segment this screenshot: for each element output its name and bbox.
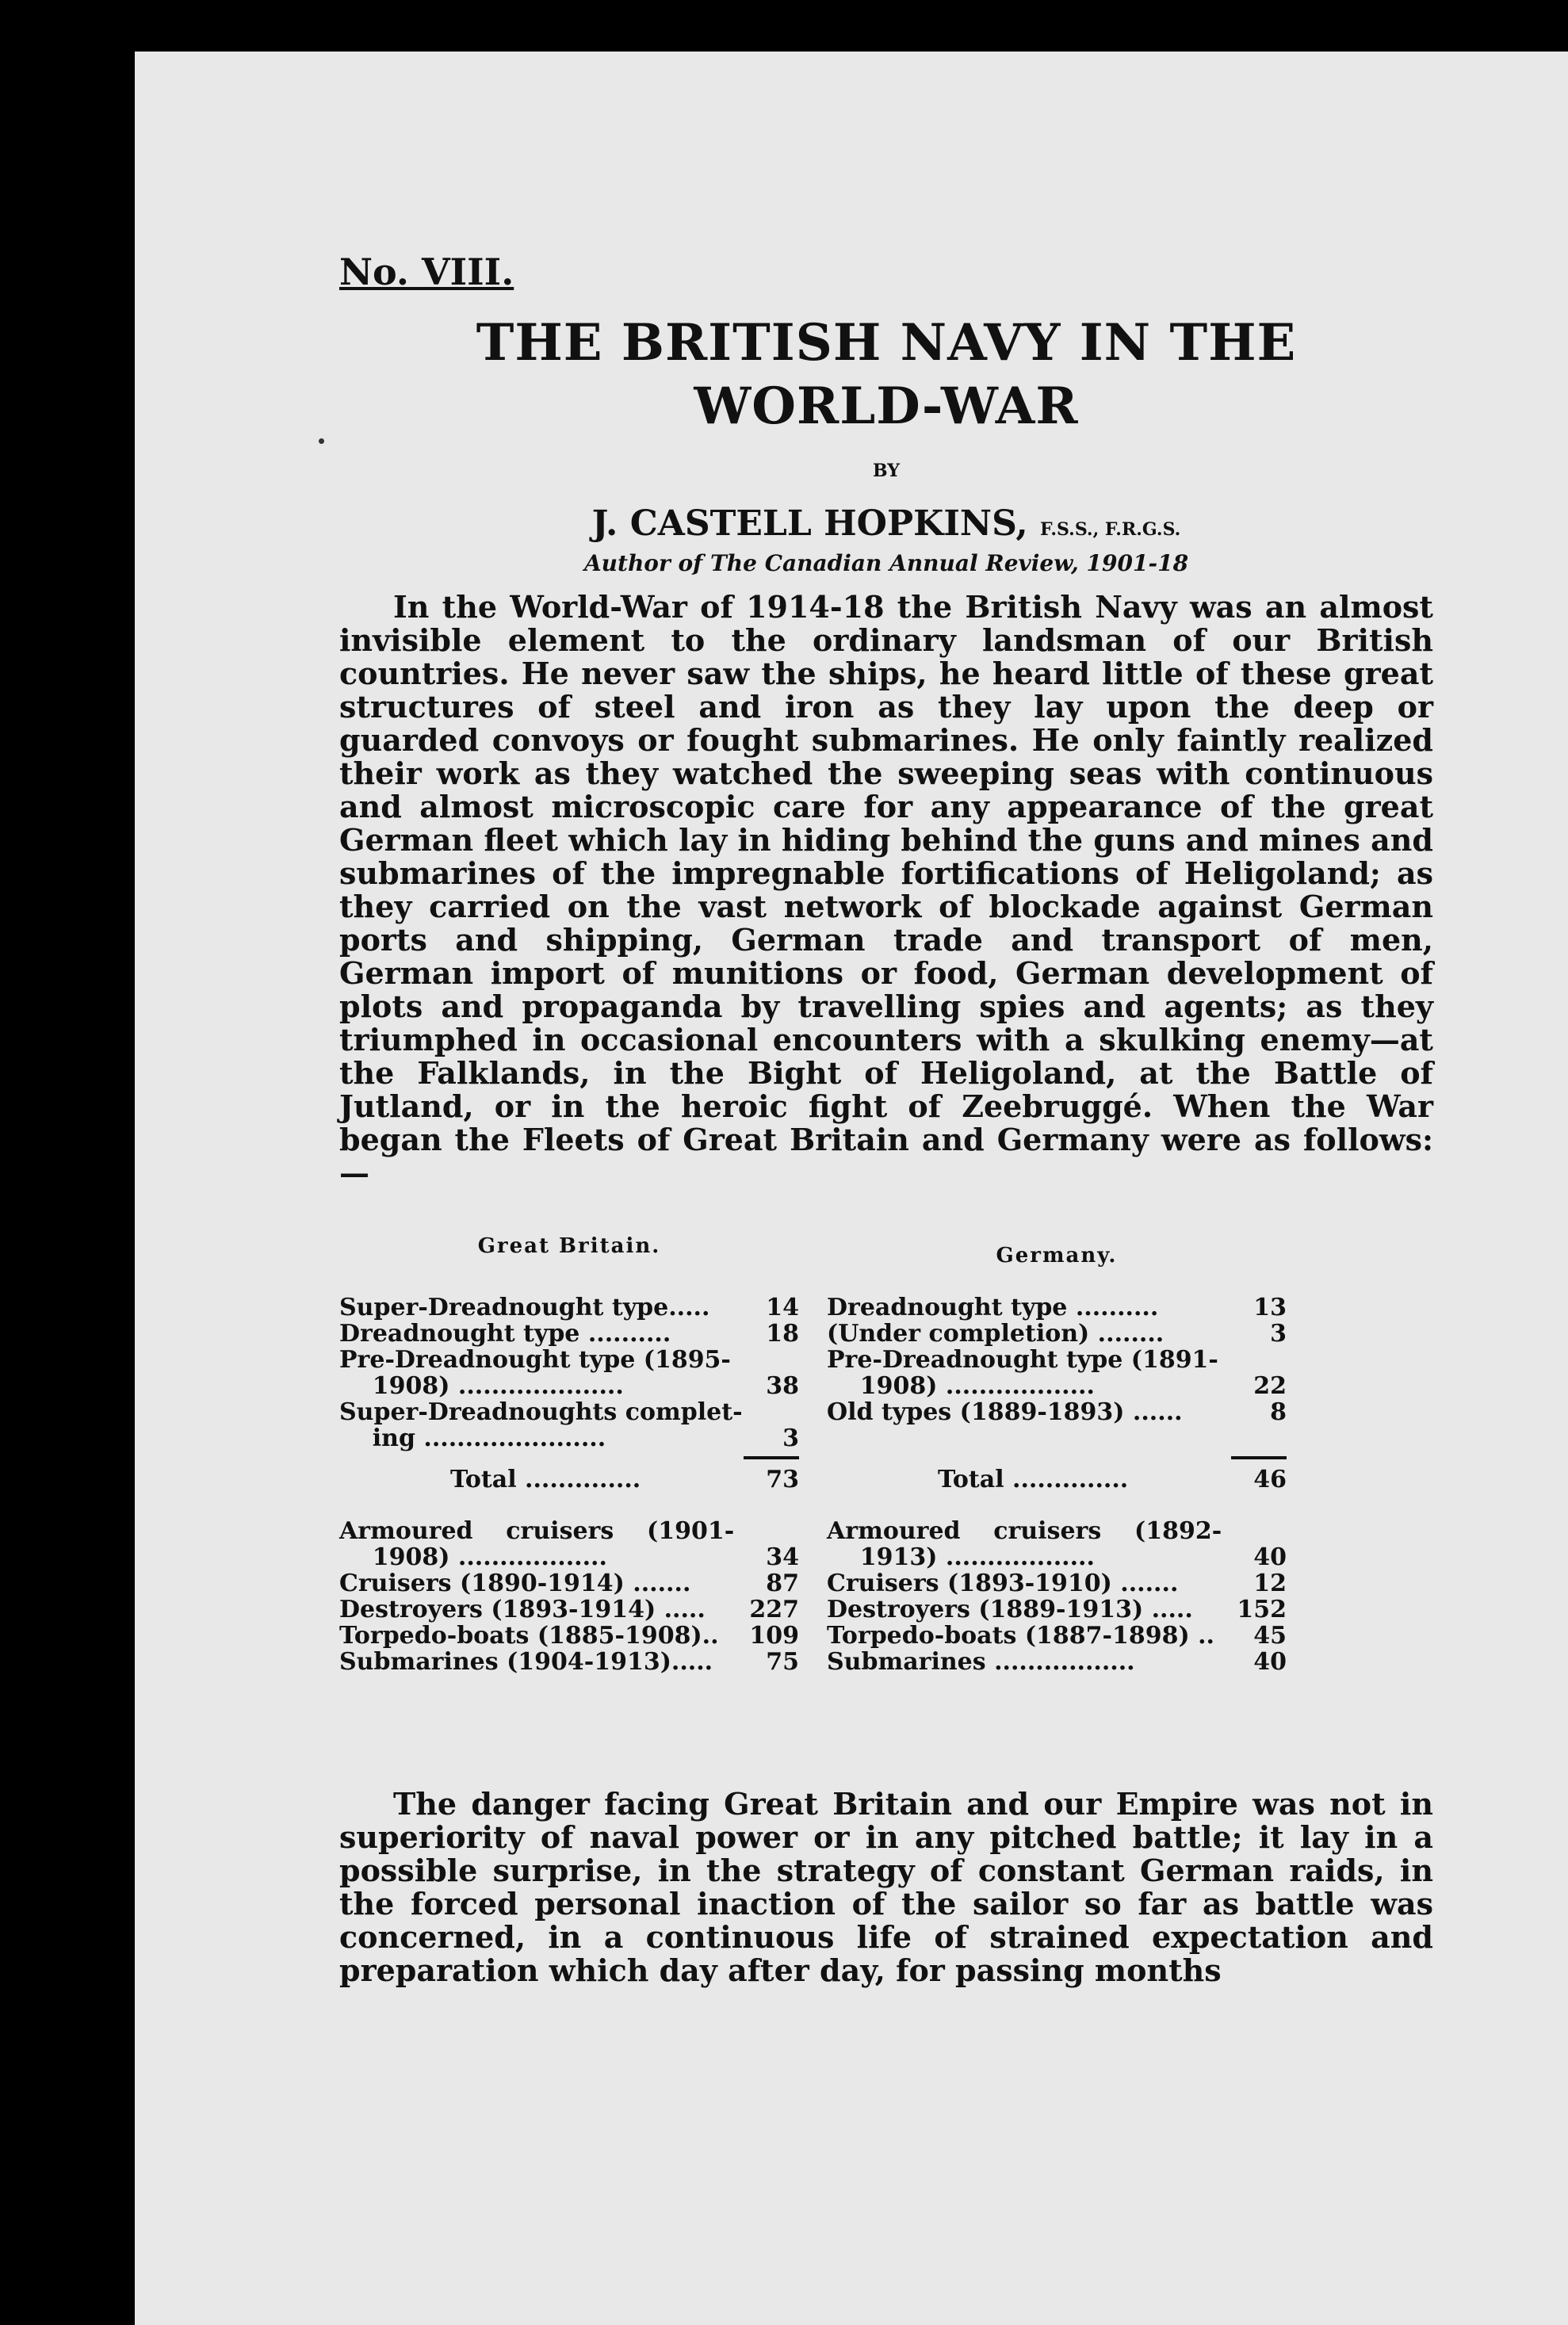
table-row — [339, 1623, 799, 1649]
total-label: Total .............. — [450, 1466, 641, 1493]
row-label: ing ...................... — [339, 1424, 606, 1452]
germany-total-row — [827, 1464, 1287, 1496]
total-rule — [1231, 1456, 1287, 1459]
row-value — [751, 1518, 799, 1544]
table-row — [339, 1544, 799, 1570]
row-value — [751, 1399, 799, 1425]
row-label: Super-Dreadnoughts complet- — [339, 1398, 743, 1426]
row-label: Old types (1889-1893) ...... — [827, 1398, 1183, 1426]
author-of-line: Author of The Canadian Annual Review, 1901-18 — [583, 550, 1189, 576]
title-line-2: WORLD-WAR — [694, 377, 1079, 436]
row-value — [1239, 1518, 1287, 1544]
article-title — [339, 312, 1433, 438]
germany-column — [827, 1234, 1287, 1675]
table-row — [827, 1597, 1287, 1623]
row-label: 1908) .................. — [827, 1372, 1095, 1400]
closing-paragraph — [339, 1788, 1433, 1987]
table-row — [339, 1347, 799, 1373]
germany-header: Germany. — [996, 1244, 1118, 1268]
author-credentials: F.S.S., F.R.G.S. — [1039, 519, 1181, 540]
row-value: 38 — [766, 1372, 799, 1400]
germany-other-vessels — [827, 1518, 1287, 1675]
intro-paragraph-text: In the World-War of 1914-18 the British Navy was an almost invisible element to the ordinary landsman of our British countries. He never saw the ships, he heard little of these great structures of steel and iron as they lay upon the deep or guarded convoys or fought submarines. He only faintly realized their work as they watched the sweeping seas with continuous and almost microscopic care for any appearance of the great German fleet which lay in hiding behind the guns and mines and submarines of the impregnable fortifications of Heligoland; as they carried on the vast network of blockade against German ports and shipping, German trade and transport of men, German import of munitions or food, German development of plots and propaganda by travelling spies and agents; as they triumphed in occasional encounters with a skulking enemy—at the Falklands, in the Bight of Heligoland, at the Battle of Jutland, or in the heroic fight of Zeebruggé. When the War began the Fleets of Great Britain and Germany were as follows:— — [339, 589, 1433, 1191]
row-value: 40 — [1253, 1543, 1287, 1571]
row-value — [751, 1347, 799, 1373]
row-label: Super-Dreadnought type..... — [339, 1294, 710, 1321]
row-label: Dreadnought type .......... — [827, 1294, 1159, 1321]
article-number: No. VIII. — [339, 250, 514, 293]
table-row — [827, 1544, 1287, 1570]
great-britain-total-row — [339, 1464, 799, 1496]
table-row — [827, 1347, 1287, 1373]
total-value: 46 — [1253, 1466, 1287, 1493]
table-row — [339, 1399, 799, 1425]
row-value: 45 — [1253, 1622, 1287, 1650]
table-row — [339, 1425, 799, 1451]
row-value: 40 — [1253, 1648, 1287, 1676]
row-label: Submarines ................. — [827, 1648, 1135, 1676]
row-label: Submarines (1904-1913)..... — [339, 1648, 713, 1676]
row-label: (Under completion) ........ — [827, 1320, 1165, 1348]
row-label: Armoured cruisers (1901- — [339, 1517, 735, 1545]
page-content — [339, 250, 1433, 1987]
table-row — [827, 1321, 1287, 1347]
row-value: 152 — [1237, 1596, 1287, 1623]
total-rule — [744, 1456, 799, 1459]
row-value: 8 — [1270, 1398, 1287, 1426]
row-label: Armoured cruisers (1892- — [827, 1517, 1222, 1545]
fleet-comparison-tables — [339, 1234, 1433, 1773]
great-britain-header: Great Britain. — [477, 1234, 661, 1258]
table-row — [339, 1597, 799, 1623]
table-row — [339, 1649, 799, 1675]
document-page — [135, 52, 1568, 2325]
row-value: 22 — [1253, 1372, 1287, 1400]
table-row — [827, 1570, 1287, 1597]
row-label: Torpedo-boats (1885-1908).. — [339, 1622, 719, 1650]
row-value: 3 — [1270, 1320, 1287, 1348]
total-value: 73 — [766, 1466, 799, 1493]
great-britain-battleships — [339, 1294, 799, 1451]
row-value — [1239, 1347, 1287, 1373]
row-value: 87 — [766, 1570, 799, 1597]
row-label: Pre-Dreadnought type (1891- — [827, 1346, 1218, 1374]
row-value: 109 — [749, 1622, 799, 1650]
table-row — [827, 1373, 1287, 1399]
table-row — [827, 1649, 1287, 1675]
row-label: 1908) .................. — [339, 1543, 607, 1571]
table-row — [827, 1518, 1287, 1544]
table-row — [339, 1518, 799, 1544]
closing-paragraph-text: The danger facing Great Britain and our Empire was not in superiority of naval power or in any pitched battle; it lay in a possible surprise, in the strategy of constant German raids, in the forced personal inaction of the sailor so far as battle was concerned, in a continuous life of strained expectation and preparation which day after day, for passing months — [339, 1786, 1433, 1988]
germany-battleships — [827, 1294, 1287, 1425]
row-value: 227 — [749, 1596, 799, 1623]
row-label: Pre-Dreadnought type (1895- — [339, 1346, 731, 1374]
row-value: 75 — [766, 1648, 799, 1676]
row-label: Destroyers (1893-1914) ..... — [339, 1596, 706, 1623]
author-name — [339, 503, 1433, 544]
author-name-text: J. CASTELL HOPKINS, — [591, 503, 1028, 544]
table-row — [339, 1321, 799, 1347]
table-row — [827, 1623, 1287, 1649]
table-row — [827, 1294, 1287, 1321]
table-row — [339, 1294, 799, 1321]
row-label: 1908) .................... — [339, 1372, 624, 1400]
table-row — [339, 1570, 799, 1597]
intro-paragraph — [339, 591, 1433, 1190]
table-row — [339, 1373, 799, 1399]
row-label: Dreadnought type .......... — [339, 1320, 671, 1348]
byline-by: BY — [873, 461, 900, 481]
row-value: 12 — [1253, 1570, 1287, 1597]
row-value: 14 — [766, 1294, 799, 1321]
row-label: Cruisers (1890-1914) ....... — [339, 1570, 691, 1597]
row-value: 3 — [782, 1424, 799, 1452]
row-label: 1913) .................. — [827, 1543, 1095, 1571]
great-britain-other-vessels — [339, 1518, 799, 1675]
row-value: 34 — [766, 1543, 799, 1571]
title-line-1: THE BRITISH NAVY IN THE — [476, 313, 1297, 373]
row-value: 13 — [1253, 1294, 1287, 1321]
speck-mark — [319, 438, 324, 444]
row-label: Destroyers (1889-1913) ..... — [827, 1596, 1193, 1623]
total-label: Total .............. — [938, 1466, 1129, 1493]
row-label: Torpedo-boats (1887-1898) .. — [827, 1622, 1214, 1650]
row-label: Cruisers (1893-1910) ....... — [827, 1570, 1179, 1597]
table-row — [827, 1399, 1287, 1425]
row-value: 18 — [766, 1320, 799, 1348]
great-britain-column — [339, 1234, 799, 1675]
